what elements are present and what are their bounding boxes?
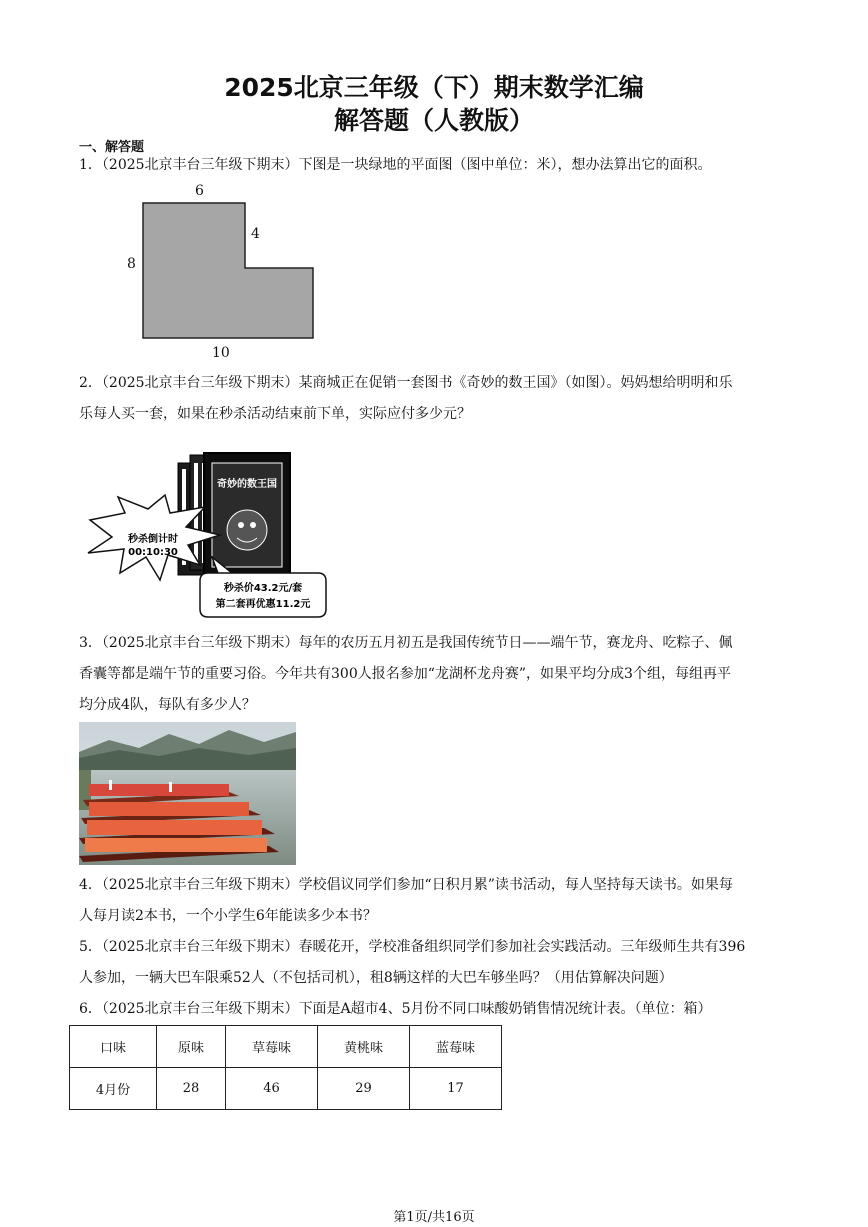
table-cell: 29: [318, 1068, 410, 1110]
document-title: 2025北京三年级（下）期末数学汇编: [224, 73, 644, 102]
question-number: 3．: [79, 635, 102, 651]
lawn-floor-plan-figure: [120, 180, 340, 370]
question-3: [79, 628, 791, 721]
table-row: [70, 1068, 502, 1110]
table-cell: 4月份: [70, 1068, 157, 1110]
section-heading: 一、解答题: [79, 140, 145, 155]
question-source: （2025北京丰台三年级下期末）: [101, 939, 299, 955]
question-source: （2025北京丰台三年级下期末）: [101, 635, 299, 651]
book-cover-title: 奇妙的数王国: [217, 479, 277, 490]
question-text: 某商城正在促销一套图书《奇妙的数王国》（如图）。妈妈想给明明和乐: [298, 375, 733, 391]
question-2: [79, 368, 791, 430]
table-cell: 46: [226, 1068, 318, 1110]
countdown-label: 秒杀倒计时: [128, 534, 178, 545]
question-text: 人参加，一辆大巴车限乘52人（不包括司机），租8辆这样的大巴车够坐吗？（用估算解决问题）: [79, 970, 673, 986]
question-number: 1．: [79, 157, 102, 173]
question-text: 下图是一块绿地的平面图（图中单位：米），想办法算出它的面积。: [298, 157, 712, 173]
table-header-cell: 蓝莓味: [410, 1026, 502, 1068]
dimension-label-inner: 4: [251, 226, 260, 242]
question-number: 5．: [79, 939, 102, 955]
question-text: 学校倡议同学们参加“日积月累”读书活动，每人坚持每天读书。如果每: [298, 877, 733, 893]
price-line-2: 第二套再优惠11.2元: [215, 599, 311, 610]
question-number: 2．: [79, 375, 102, 391]
question-6: [79, 994, 791, 1025]
question-text: 乐每人买一套，如果在秒杀活动结束前下单，实际应付多少元？: [79, 406, 471, 422]
table-header-row: [70, 1026, 502, 1068]
question-number: 4．: [79, 877, 102, 893]
table-header-cell: 原味: [157, 1026, 226, 1068]
question-text: 人每月读2本书，一个小学生6年能读多少本书？: [79, 908, 377, 924]
question-text: 香囊等都是端午节的重要习俗。今年共有300人报名参加“龙湖杯龙舟赛”，如果平均分成3个组，每组再平: [79, 666, 731, 682]
dimension-label-top: 6: [195, 183, 204, 199]
yogurt-sales-table: [69, 1025, 502, 1110]
question-5: [79, 932, 791, 994]
document-subtitle: 解答题（人教版）: [333, 106, 534, 135]
question-source: （2025北京丰台三年级下期末）: [101, 157, 299, 173]
question-text: 均分成4队，每队有多少人？: [79, 697, 256, 713]
table-header-cell: 黄桃味: [318, 1026, 410, 1068]
table-cell: 28: [157, 1068, 226, 1110]
table-cell: 17: [410, 1068, 502, 1110]
table-header-cell: 口味: [70, 1026, 157, 1068]
table-header-cell: 草莓味: [226, 1026, 318, 1068]
question-source: （2025北京丰台三年级下期末）: [101, 1001, 299, 1017]
dimension-label-bottom: 10: [212, 345, 230, 361]
dimension-label-left: 8: [127, 256, 136, 272]
countdown-time: 00:10:30: [128, 547, 178, 558]
question-number: 6．: [79, 1001, 102, 1017]
price-line-1: 秒杀价43.2元/套: [223, 583, 303, 594]
question-source: （2025北京丰台三年级下期末）: [101, 375, 299, 391]
lawn-shape: [143, 203, 313, 338]
page-footer: 第1页/共16页: [393, 1210, 475, 1225]
book-promo-figure: [80, 445, 340, 620]
question-source: （2025北京丰台三年级下期末）: [101, 877, 299, 893]
question-4: [79, 870, 791, 932]
question-text: 下面是A超市4、5月份不同口味酸奶销售情况统计表。（单位：箱）: [298, 1001, 712, 1017]
question-text: 每年的农历五月初五是我国传统节日——端午节，赛龙舟、吃粽子、佩: [298, 635, 733, 651]
question-1: [79, 150, 791, 181]
question-text: 春暖花开，学校准备组织同学们参加社会实践活动。三年级师生共有396: [298, 939, 746, 955]
dragon-boat-photo: [79, 722, 296, 865]
